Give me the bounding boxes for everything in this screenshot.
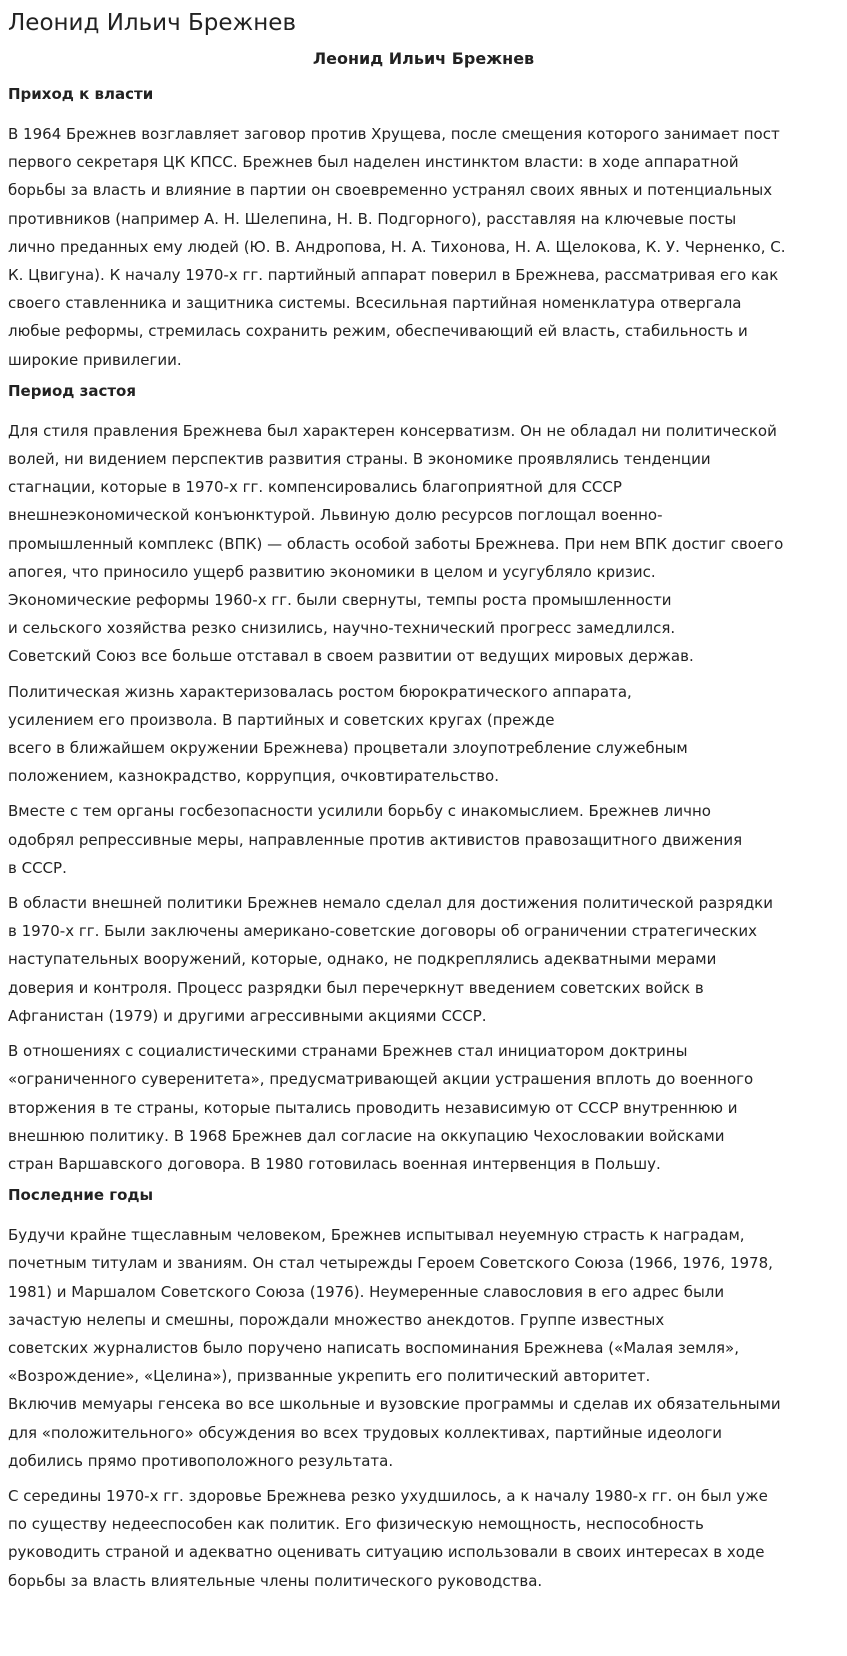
paragraph-line: и сельского хозяйства резко снизились, научно-технический прогресс замедлился.: [8, 619, 676, 638]
paragraph-line: К. Цвигуна). К началу 1970-х гг. партийный аппарат поверил в Брежнева, рассматривая его как: [8, 266, 779, 285]
paragraph-line: внешнюю политику. В 1968 Брежнев дал согласие на оккупацию Чехословакии войсками: [8, 1126, 725, 1145]
paragraph-line: внешнеэкономической конъюнктурой. Львиную долю ресурсов поглощал военно-: [8, 506, 663, 525]
paragraph-line: Афганистан (1979) и другими агрессивными акциями СССР.: [8, 1006, 487, 1025]
paragraph-line: вторжения в те страны, которые пытались проводить независимую от СССР внутреннюю и: [8, 1098, 738, 1117]
paragraph-line: волей, ни видением перспектив развития страны. В экономике проявлялись тенденции: [8, 450, 711, 469]
paragraph-line: усилением его произвола. В партийных и советских кругах (прежде: [8, 710, 555, 729]
article-body: [8, 84, 839, 1595]
paragraph-line: первого секретаря ЦК КПСС. Брежнев был наделен инстинктом власти: в ходе аппаратной: [8, 153, 739, 172]
page-title: Леонид Ильич Брежнев: [8, 10, 297, 36]
paragraph-line: Экономические реформы 1960-х гг. были свернуты, темпы роста промышленности: [8, 591, 672, 610]
paragraph-line: лично преданных ему людей (Ю. В. Андропова, Н. А. Тихонова, Н. А. Щелокова, К. У. Черненко, С.: [8, 237, 786, 256]
paragraph: [8, 889, 839, 1030]
paragraph-line: «Возрождение», «Целина»), призванные укрепить его политический авторитет.: [8, 1367, 651, 1386]
paragraph-line: апогея, что приносило ущерб развитию экономики в целом и усугубляло кризис.: [8, 562, 656, 581]
paragraph-line: для «положительного» обсуждения во всех трудовых коллективах, партийные идеологи: [8, 1423, 723, 1442]
paragraph-line: добились прямо противоположного результата.: [8, 1451, 394, 1470]
paragraph: [8, 678, 839, 791]
paragraph-line: В 1964 Брежнев возглавляет заговор против Хрущева, после смещения которого занимает пост: [8, 125, 780, 143]
paragraph-line: наступательных вооружений, которые, однако, не подкреплялись адекватными мерами: [8, 950, 717, 969]
section-heading: Последние годы: [8, 1186, 154, 1205]
paragraph-line: в 1970-х гг. Были заключены американо-советские договоры об ограничении стратегических: [8, 922, 758, 941]
paragraph-line: С середины 1970-х гг. здоровье Брежнева резко ухудшилось, а к началу 1980-х гг. он был уже: [8, 1486, 768, 1505]
paragraph-line: Для стиля правления Брежнева был характерен консерватизм. Он не обладал ни политической: [8, 421, 777, 440]
article-title: Леонид Ильич Брежнев: [312, 49, 535, 68]
paragraph-line: положением, казнокрадство, коррупция, очковтирательство.: [8, 767, 499, 786]
paragraph-line: противников (например А. Н. Шелепина, Н. В. Подгорного), расставляя на ключевые посты: [8, 209, 737, 228]
paragraph-line: Советский Союз все больше отставал в своем развитии от ведущих мировых держав.: [8, 647, 694, 666]
paragraph-line: промышленный комплекс (ВПК) — область особой заботы Брежнева. При нем ВПК достиг своего: [8, 534, 784, 553]
paragraph-line: Будучи крайне тщеславным человеком, Брежнев испытывал неуемную страсть к наградам,: [8, 1226, 745, 1245]
paragraph-line: Вместе с тем органы госбезопасности усилили борьбу с инакомыслием. Брежнев лично: [8, 802, 711, 821]
paragraph-line: всего в ближайшем окружении Брежнева) процветали злоупотребление служебным: [8, 739, 688, 758]
paragraph-line: широкие привилегии.: [8, 350, 182, 369]
paragraph-line: борьбы за власть и влияние в партии он своевременно устранял своих явных и потенциальных: [8, 181, 773, 200]
paragraph-line: одобрял репрессивные меры, направленные против активистов правозащитного движения: [8, 830, 743, 849]
paragraph-line: в СССР.: [8, 858, 67, 877]
section-heading: Период застоя: [8, 381, 136, 400]
section-heading: Приход к власти: [8, 85, 154, 103]
paragraph-line: своего ставленника и защитника системы. Всесильная партийная номенклатура отвергала: [8, 294, 742, 313]
paragraph-line: доверия и контроля. Процесс разрядки был перечеркнут введением советских войск в: [8, 978, 704, 997]
paragraph-line: «ограниченного суверенитета», предусматривающей акции устрашения вплоть до военного: [8, 1070, 754, 1089]
paragraph-line: борьбы за власть влиятельные члены политического руководства.: [8, 1571, 543, 1590]
paragraph-line: В области внешней политики Брежнев немало сделал для достижения политической разрядки: [8, 894, 773, 913]
paragraph: [8, 417, 839, 671]
paragraph-line: стран Варшавского договора. В 1980 готовилась военная интервенция в Польшу.: [8, 1154, 661, 1173]
paragraph-line: 1981) и Маршалом Советского Союза (1976). Неумеренные славословия в его адрес были: [8, 1282, 725, 1301]
paragraph-line: почетным титулам и званиям. Он стал четырежды Героем Советского Союза (1966, 1976, 1978,: [8, 1254, 773, 1273]
paragraph: [8, 1221, 839, 1475]
paragraph-line: руководить страной и адекватно оценивать ситуацию использовали в своих интересах в ходе: [8, 1543, 765, 1562]
paragraph-line: зачастую нелепы и смешны, порождали множество анекдотов. Группе известных: [8, 1310, 665, 1329]
paragraph-line: по существу недееспособен как политик. Его физическую немощность, неспособность: [8, 1515, 704, 1534]
paragraph: [8, 797, 839, 882]
paragraph-line: советских журналистов было поручено написать воспоминания Брежнева («Малая земля»,: [8, 1338, 740, 1357]
paragraph-line: любые реформы, стремилась сохранить режим, обеспечивающий ей власть, стабильность и: [8, 322, 748, 341]
paragraph: [8, 1037, 839, 1178]
paragraph-line: стагнации, которые в 1970-х гг. компенсировались благоприятной для СССР: [8, 478, 622, 497]
paragraph: [8, 1482, 839, 1595]
paragraph: [8, 120, 839, 374]
paragraph-line: Включив мемуары генсека во все школьные и вузовские программы и сделав их обязательными: [8, 1395, 781, 1414]
paragraph-line: В отношениях с социалистическими странами Брежнев стал инициатором доктрины: [8, 1042, 688, 1061]
paragraph-line: Политическая жизнь характеризовалась ростом бюрократического аппарата,: [8, 682, 632, 701]
